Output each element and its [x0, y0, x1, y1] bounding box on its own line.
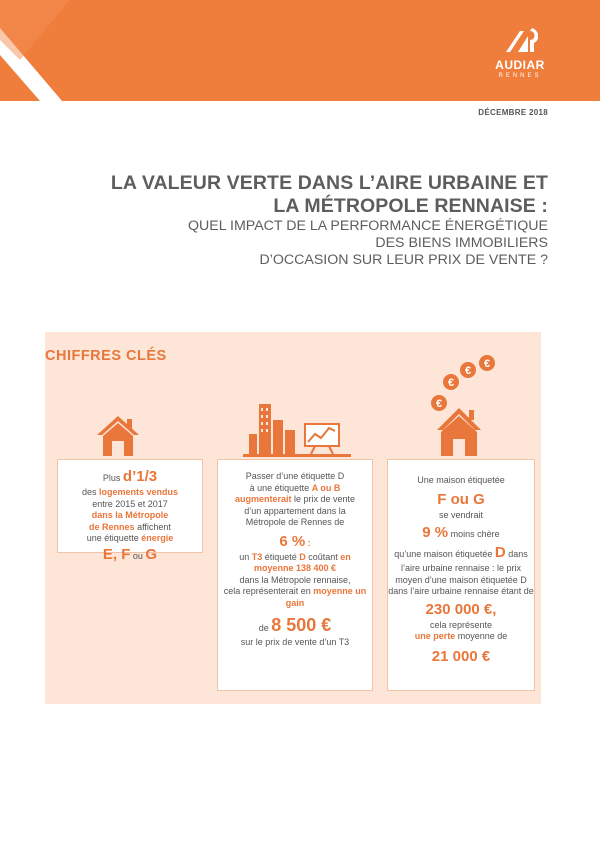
text: étiqueté [262, 551, 300, 562]
house-euro-icon [429, 352, 505, 458]
header-banner [0, 0, 600, 101]
highlight-value: 8 500 € [271, 615, 332, 635]
highlight-value: 9 % [422, 524, 449, 541]
text: dans [505, 549, 528, 559]
text: Une maison étiquetée [417, 475, 505, 485]
key-figure-card-3 [387, 459, 535, 691]
subtitle-line-1: QUEL IMPACT DE LA PERFORMANCE ÉNERGÉTIQUE [187, 218, 548, 234]
highlight-value: 6 % [279, 532, 306, 550]
highlight-text: de Rennes [89, 521, 135, 532]
key-figures-panel [45, 332, 541, 704]
highlight-value: F ou G [437, 490, 485, 508]
highlight-value: 230 000 € [425, 600, 493, 618]
text: sur le prix de vente d’un T3 [240, 637, 350, 647]
text: cela représente [429, 619, 493, 630]
key-figure-card-2 [217, 459, 373, 691]
highlight-value: D [494, 544, 506, 561]
audiar-logo [490, 28, 550, 79]
text: une étiquette [86, 533, 142, 543]
highlight-text: D [299, 551, 306, 562]
house-icon [95, 414, 141, 458]
text: dans l’aire urbaine rennaise étant de [388, 586, 534, 596]
highlight-text: énergie [141, 533, 174, 543]
text: dans la Métropole rennaise, [239, 574, 351, 585]
highlight-text: T3 [251, 551, 263, 562]
text: coûtant [305, 551, 341, 562]
highlight-value: d’1/3 [122, 468, 158, 485]
subtitle-line-2: DES BIENS IMMOBILIERS [375, 235, 548, 251]
key-figure-card-1 [57, 459, 203, 563]
text: : [305, 537, 311, 548]
audiar-logo-icon [502, 28, 538, 56]
highlight-text: dans la Métropole [91, 510, 169, 520]
city-chart-icon [243, 400, 351, 458]
text: qu’une maison étiquetée [394, 549, 495, 559]
text: moyen d’une maison étiquetée D [395, 574, 527, 585]
text: cela représenterait en [223, 586, 314, 596]
audiar-a-mark-icon [0, 0, 80, 101]
svg-text:€: € [435, 398, 443, 410]
highlight-value: 21 000 € [431, 647, 491, 665]
svg-text:€: € [447, 377, 455, 389]
key-figures-heading: CHIFFRES CLÉS [45, 348, 167, 364]
text: entre 2015 et 2017 [92, 498, 168, 509]
brand-city: RENNES [498, 73, 542, 79]
text: Plus [102, 473, 123, 483]
text: Passer d’une étiquette D [245, 471, 345, 481]
text: moins chère [448, 529, 500, 539]
text: des [81, 487, 99, 497]
brand-name: AUDIAR [495, 58, 545, 72]
highlight-text: une perte [414, 631, 456, 641]
text: affichent [134, 521, 171, 532]
svg-text:€: € [483, 358, 491, 370]
text: de [258, 623, 272, 633]
text: à une étiquette [249, 482, 312, 493]
title-line-1: LA VALEUR VERTE DANS L’AIRE URBAINE ET [110, 172, 548, 194]
text: l’aire urbaine rennaise : le prix [400, 563, 522, 573]
highlight-text: augmenterait [234, 494, 292, 504]
text: moyenne de [455, 631, 508, 641]
document-title [68, 172, 548, 269]
text: le prix de vente [291, 494, 356, 504]
publication-date: DÉCEMBRE 2018 [478, 108, 548, 117]
text: , [492, 600, 497, 618]
text: un [239, 551, 252, 562]
svg-text:€: € [464, 365, 472, 377]
highlight-value: G [145, 545, 158, 563]
subtitle-line-3: D’OCCASION SUR LEUR PRIX DE VENTE ? [259, 252, 548, 268]
highlight-text: A ou B [311, 482, 341, 493]
text: d’un appartement dans la [244, 505, 346, 516]
highlight-text: en [340, 551, 351, 562]
highlight-value: E, F [102, 545, 131, 563]
title-line-2: LA MÉTROPOLE RENNAISE : [273, 195, 548, 217]
text: ou [130, 550, 146, 561]
highlight-text: moyenne un [313, 586, 367, 596]
highlight-text: logements vendus [98, 487, 179, 497]
highlight-text: gain [285, 597, 305, 608]
text: Métropole de Rennes de [245, 517, 345, 527]
text: se vendrait [438, 509, 484, 520]
highlight-text: moyenne 138 400 € [253, 563, 337, 573]
